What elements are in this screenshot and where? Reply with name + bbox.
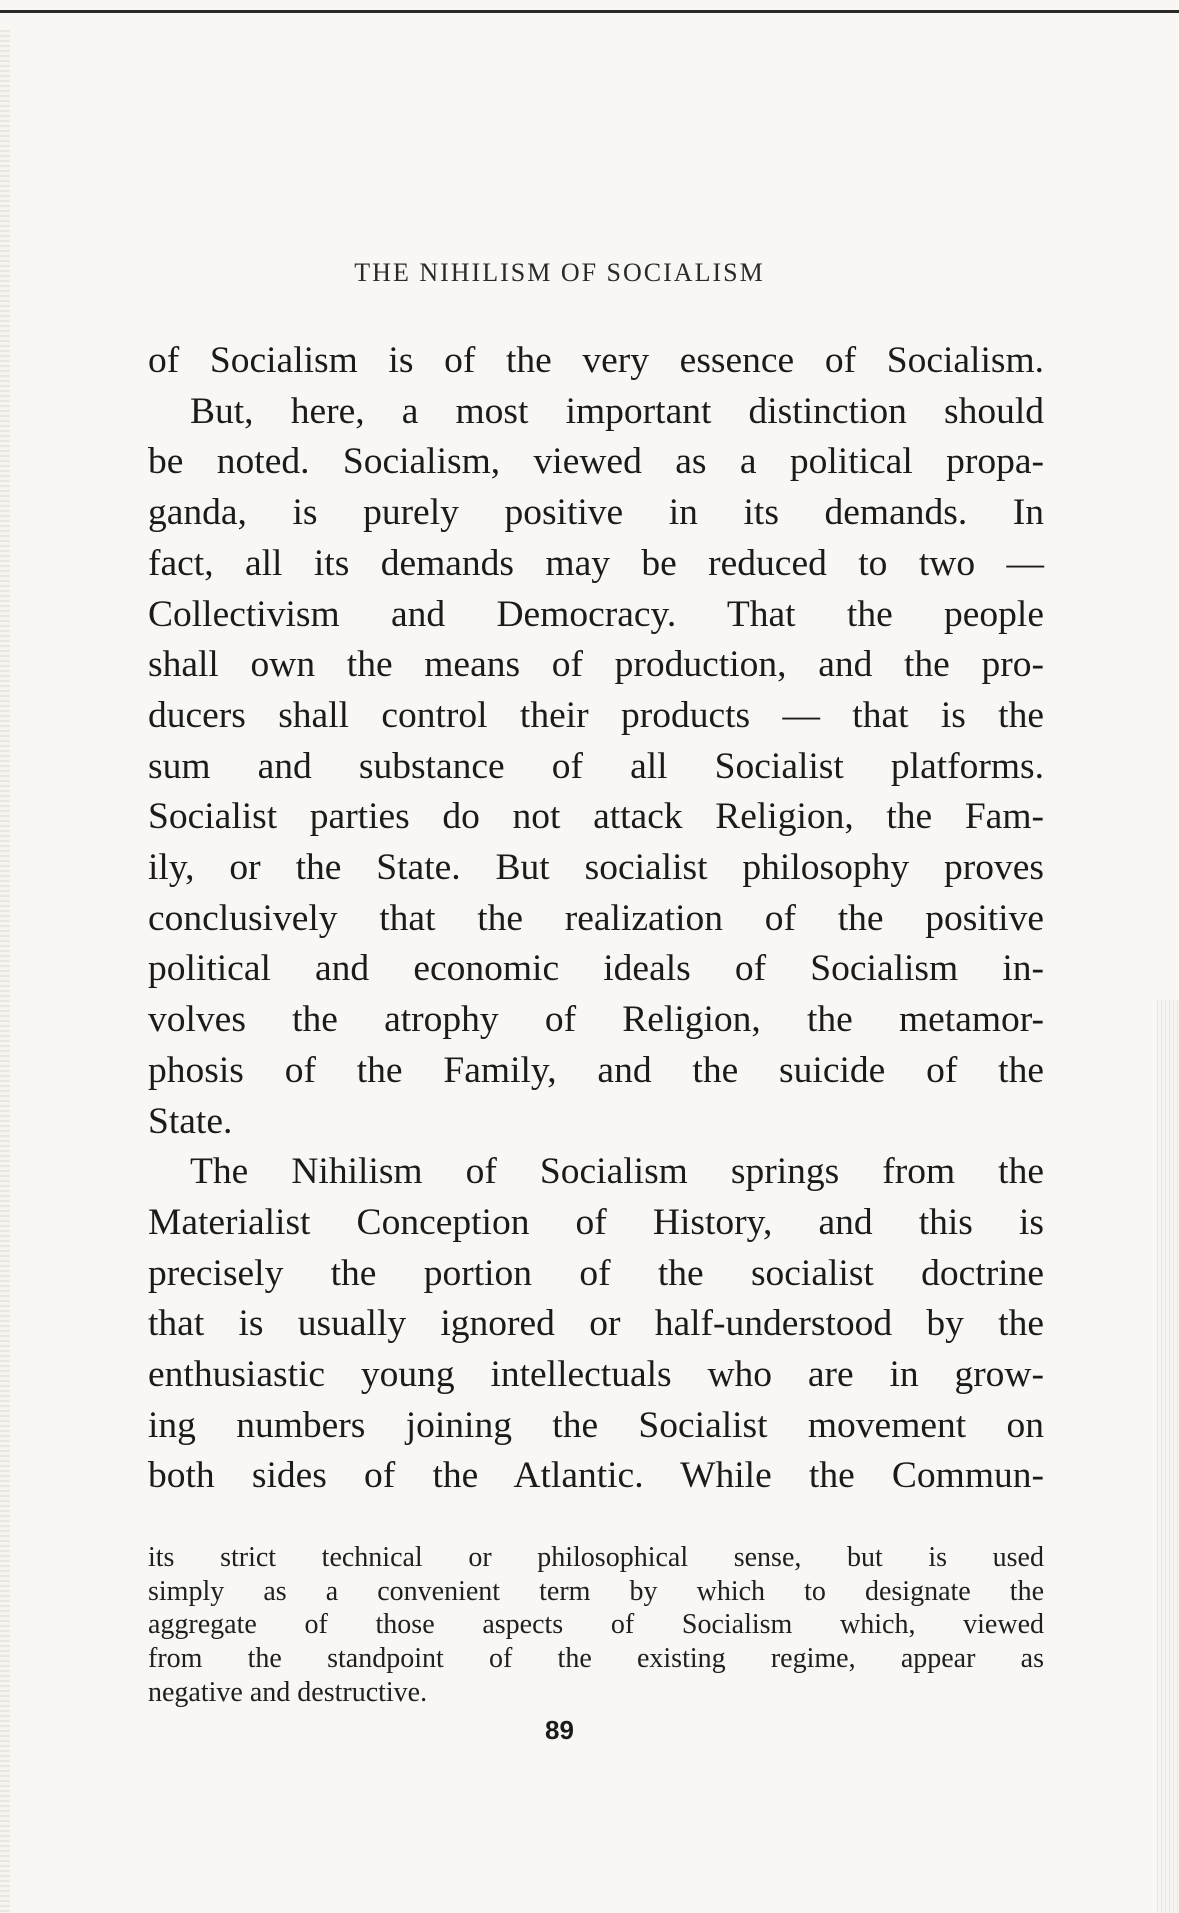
text-line: Socialist parties do not attack Religion, the Fam- (148, 796, 1044, 838)
text-line: enthusiastic young intellectuals who are in grow- (148, 1354, 1044, 1396)
top-rule (0, 10, 1179, 13)
text-line: conclusively that the realization of the positive (148, 897, 1044, 939)
text-line: But, here, a most important distinction should (190, 390, 1044, 432)
text-line: that is usually ignored or half-understood by the (148, 1303, 1044, 1345)
footnote-line: from the standpoint of the existing regime, appear as (148, 1643, 1044, 1675)
text-line: volves the atrophy of Religion, the metamor- (148, 999, 1044, 1041)
text-line: both sides of the Atlantic. While the Commun- (148, 1455, 1044, 1497)
text-line: precisely the portion of the socialist doctrine (148, 1252, 1044, 1294)
footnote-line: aggregate of those aspects of Socialism which, viewed (148, 1609, 1044, 1641)
text-line: The Nihilism of Socialism springs from the (190, 1151, 1044, 1193)
page-number: 89 (545, 1715, 574, 1745)
right-page-edge (1157, 1000, 1179, 1913)
text-line: fact, all its demands may be reduced to two — (148, 542, 1044, 584)
text-line: ducers shall control their products — that is the (148, 694, 1044, 736)
text-line: shall own the means of production, and the pro- (148, 644, 1044, 686)
footnote-line: its strict technical or philosophical sense, but is used (148, 1542, 1044, 1573)
text-line: be noted. Socialism, viewed as a political propa- (148, 441, 1044, 483)
footnote-line: simply as a convenient term by which to designate the (148, 1575, 1044, 1607)
text-line: phosis of the Family, and the suicide of the (148, 1049, 1044, 1091)
text-line: ing numbers joining the Socialist movement on (148, 1404, 1044, 1446)
text-line: ily, or the State. But socialist philosophy proves (148, 847, 1044, 889)
text-line: sum and substance of all Socialist platforms. (148, 745, 1044, 787)
footnote-line: negative and destructive. (148, 1676, 428, 1708)
text-line: State. (148, 1100, 233, 1142)
text-line: of Socialism is of the very essence of Socialism. (148, 340, 1044, 381)
text-line: Materialist Conception of History, and this is (148, 1201, 1044, 1243)
text-line: political and economic ideals of Socialism in- (148, 948, 1044, 990)
footnote (148, 1541, 1044, 1710)
running-head: THE NIHILISM OF SOCIALISM (354, 258, 765, 287)
text-line: ganda, is purely positive in its demands. In (148, 492, 1044, 534)
left-page-edge (0, 30, 10, 1913)
body-text (148, 336, 1044, 1502)
text-line: Collectivism and Democracy. That the people (148, 593, 1044, 635)
